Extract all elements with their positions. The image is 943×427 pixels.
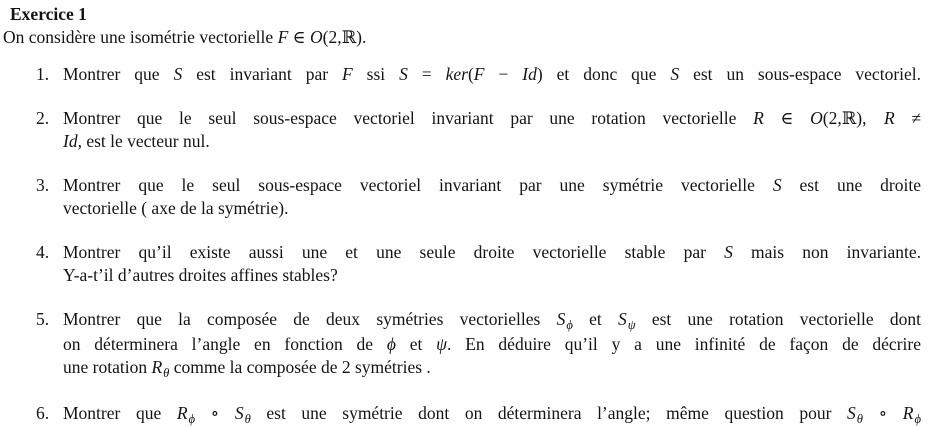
math-subscript: ϕ <box>566 318 573 333</box>
text-run: est invariant par <box>182 64 343 84</box>
item-line <box>63 241 921 264</box>
text-run: on déterminera l’angle en fonction de <box>63 334 387 354</box>
item-number: 1. <box>36 64 50 84</box>
math-symbol: S <box>670 64 680 84</box>
math-symbol: S <box>234 403 244 423</box>
text-run: ∈ <box>288 27 310 47</box>
math-symbol: F <box>342 64 353 84</box>
math-symbol: O <box>810 108 823 128</box>
text-run: (2,ℝ). <box>322 27 367 47</box>
math-subscript: θ <box>244 412 251 427</box>
text-run: une rotation <box>63 357 152 377</box>
math-symbol: ϕ <box>386 334 396 354</box>
text-run: mais non invariante. <box>732 242 921 262</box>
item-number: 4. <box>36 242 50 262</box>
item-line <box>63 333 921 356</box>
text-run: ( <box>467 64 474 84</box>
text-run: Y-a-t’il d’autres droites affines stables? <box>63 265 338 285</box>
exercise-title: Exercice 1 <box>10 4 87 24</box>
text-run: ) et donc que <box>536 64 671 84</box>
text-run: est une rotation vectorielle dont <box>635 309 921 329</box>
math-symbol: S <box>618 309 627 329</box>
math-symbol: R <box>883 108 895 128</box>
text-run: et <box>572 309 618 329</box>
item-line <box>63 264 921 287</box>
math-symbol: S <box>847 403 856 423</box>
text-run: Montrer que <box>63 64 174 84</box>
exercise-item <box>3 402 921 427</box>
text-run: (2,ℝ), <box>822 108 867 128</box>
exercise-item <box>3 63 921 86</box>
item-line <box>63 107 921 130</box>
item-number: 2. <box>36 108 50 128</box>
item-number: 3. <box>36 175 50 195</box>
item-line <box>63 356 921 381</box>
text-run: − <box>484 64 523 84</box>
text-run: ∘ <box>862 403 903 423</box>
math-subscript: θ <box>856 412 863 427</box>
math-symbol: F <box>473 64 485 84</box>
item-line <box>63 402 921 427</box>
text-run: est un sous-espace vectoriel. <box>679 64 922 84</box>
text-run: On considère une isométrie vectorielle <box>3 27 278 47</box>
math-symbol: S <box>724 242 733 262</box>
text-run: Montrer que le seul sous-espace vectoriel invariant par une symétrie vectorielle <box>63 175 773 195</box>
exercise-item <box>3 107 921 153</box>
text-run: et <box>395 334 437 354</box>
text-run: vectorielle ( axe de la symétrie). <box>63 198 289 218</box>
math-symbol: ker <box>445 64 468 84</box>
exercise-item <box>3 241 921 287</box>
math-subscript: ϕ <box>914 412 921 427</box>
text-run: = <box>407 64 446 84</box>
intro-paragraph <box>3 26 921 49</box>
text-run: . En déduire qu’il y a une infinité de façon de décrire <box>447 334 921 354</box>
math-symbol: ψ <box>436 334 448 354</box>
math-symbol: R <box>902 403 914 423</box>
math-subscript: ϕ <box>188 412 196 427</box>
text-run: comme la composée de 2 symétries . <box>169 357 431 377</box>
math-symbol: F <box>277 27 289 47</box>
math-symbol: Id <box>63 131 78 151</box>
text-run: ∘ <box>195 403 235 423</box>
exercise-list <box>3 63 921 427</box>
item-line <box>63 197 921 220</box>
text-run: ∈ <box>763 108 811 128</box>
item-number: 5. <box>36 309 50 329</box>
math-symbol: S <box>556 309 566 329</box>
math-symbol: S <box>173 64 183 84</box>
exercise-item <box>3 308 921 381</box>
text-run <box>866 108 884 128</box>
text-run: Montrer que la composée de deux symétries vectorielles <box>63 309 557 329</box>
math-symbol: R <box>151 357 163 377</box>
text-run: ssi <box>352 64 400 84</box>
item-line <box>63 174 921 197</box>
exercise-item <box>3 174 921 220</box>
text-run: , est le vecteur nul. <box>77 131 210 151</box>
text-run: est une symétrie dont on déterminera l’angle; même question pour <box>250 403 848 423</box>
text-run: ≠ <box>894 108 921 128</box>
item-line <box>63 130 921 153</box>
item-number: 6. <box>36 403 50 423</box>
math-symbol: O <box>309 27 323 47</box>
math-symbol: S <box>399 64 408 84</box>
math-symbol: Id <box>522 64 537 84</box>
math-subscript: θ <box>163 366 170 381</box>
text-run: Montrer que le seul sous-espace vectoriel invariant par une rotation vectorielle <box>63 108 754 128</box>
text-run: Montrer que <box>63 403 177 423</box>
math-symbol: R <box>753 108 764 128</box>
item-line <box>63 308 921 333</box>
item-line <box>63 63 921 86</box>
math-subscript: ψ <box>627 318 636 333</box>
text-run: Montrer qu’il existe aussi une et une seule droite vectorielle stable par <box>63 242 725 262</box>
math-symbol: R <box>176 403 188 423</box>
text-run: est une droite <box>781 175 921 195</box>
math-symbol: S <box>772 175 782 195</box>
